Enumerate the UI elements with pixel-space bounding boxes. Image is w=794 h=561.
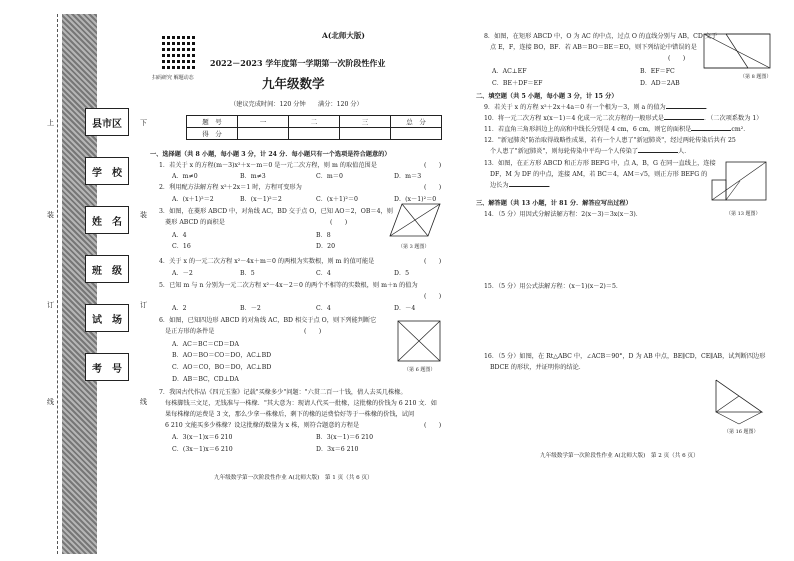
option: D．5 — [394, 270, 410, 277]
question-9: 9．若关于 x 的方程 x²＋2x＋4a＝0 有一个根为－3，则 a 的值为 ． — [484, 104, 712, 111]
answer-blank[interactable] — [638, 152, 678, 153]
question-7-cont: 果每株椽的运费是 3 文，那么少拿一株椽后，剩下的椽的运费恰好等于一株椽的价钱，试问 — [165, 411, 415, 418]
option: B．AO＝BO＝CO＝DO，AC⊥BD — [172, 352, 272, 359]
score-cell: 得 分 — [187, 128, 238, 140]
score-input[interactable] — [391, 128, 442, 140]
mark-left: 上 — [47, 119, 54, 127]
section-3-heading: 三、解答题（共 13 小题，计 81 分．解答应写出过程） — [476, 200, 632, 207]
option: A．(x＋1)²＝2 — [172, 196, 214, 203]
exam-title: 2022－2023 学年度第一学期第一次阶段性作业 — [210, 58, 386, 68]
mark-left: 线 — [47, 398, 54, 406]
figure-caption: （第 6 题图） — [404, 367, 436, 373]
answer-bracket: ( ) — [424, 258, 442, 265]
option: A．－2 — [172, 270, 193, 277]
option: A．2 — [172, 305, 187, 312]
mark-right: 下 — [140, 119, 147, 127]
score-input[interactable] — [340, 128, 391, 140]
option: B．m≠3 — [240, 173, 266, 180]
option: A．4 — [172, 232, 187, 239]
option: D．3x＝6 210 — [316, 446, 359, 453]
field-exam-number: 考 号 — [85, 353, 129, 381]
option: C．(3x－1)x＝6 210 — [172, 446, 233, 453]
question-15: 15．（5 分）用公式法解方程：(x－1)(x－2)＝5． — [484, 283, 623, 290]
edition-label: A(北师大版) — [322, 31, 365, 40]
option: C．m＝0 — [316, 173, 343, 180]
question-10: 10．将一元二次方程 x(x－1)＝4 化成一元二次方程的一般形式是 ．（二次项系数为 1） — [484, 115, 763, 122]
option: D．－4 — [394, 305, 416, 312]
question-2: 2．利用配方法解方程 x²＋2x＝1 时，方程可变形为 — [159, 184, 302, 191]
option: A．m≠0 — [172, 173, 198, 180]
answer-bracket: ( ) — [668, 55, 686, 62]
figure-q3-rhombus — [386, 200, 444, 242]
mark-left: 订 — [47, 301, 54, 309]
subject-title: 九年级数学 — [262, 76, 325, 91]
question-6-cont: 是正方形的条件是 — [165, 328, 215, 335]
figure-q13-squares — [710, 158, 770, 210]
question-3-cont: 菱形 ABCD 的面积是 — [165, 219, 225, 226]
binding-strip — [62, 14, 97, 554]
time-advice: （建议完成时间：120 分钟 满分：120 分） — [230, 101, 363, 108]
question-12-cont: 个人患了"新冠肺炎"，则每轮传染中平均一个人传染了 人． — [490, 148, 691, 155]
answer-bracket: ( ) — [424, 184, 442, 191]
footer-right: 九年级数学第一次阶段性作业 A(北师大版) 第 2 页（共 6 页） — [540, 453, 699, 459]
question-16: 16．（5 分）如图，在 Rt△ABC 中，∠ACB＝90°，D 为 AB 中点，BE∥CD，CE∥AB，试判断四边形 — [484, 353, 766, 360]
option: B．8 — [316, 232, 331, 239]
field-name: 姓 名 — [85, 206, 129, 234]
mark-right: 订 — [140, 301, 147, 309]
option: D．m＝3 — [394, 173, 422, 180]
answer-blank[interactable] — [664, 119, 704, 120]
score-table — [186, 115, 442, 140]
option: A．AC＝BC＝CD＝DA — [172, 341, 239, 348]
field-county: 县市区 — [85, 108, 129, 136]
option: B．－2 — [240, 305, 261, 312]
figure-q8-rectangle — [700, 30, 776, 76]
figure-caption: （第 13 题图） — [726, 211, 761, 217]
option: D．AD＝2AB — [640, 80, 680, 87]
question-16-cont: BDCE 的形状，并证明你的结论． — [490, 364, 585, 371]
option: C．AO＝CO，BO＝DO，AC⊥BD — [172, 364, 272, 371]
option: B．3(x－1)＝6 210 — [316, 434, 374, 441]
question-7-cont: 每株脚钱三文足，无钱准与一株椽．"其大意为：现请人代买一批椽，这批椽的价钱为 6 210 文．如 — [165, 400, 437, 407]
option: C．(x＋1)²＝0 — [316, 196, 358, 203]
question-8-cont: 点 E，F，连接 BO，BF．若 AB＝BO＝BE＝EO，则下列结论中错误的是 — [490, 44, 697, 51]
score-cell: 总 分 — [391, 116, 442, 128]
figure-q6-square — [394, 318, 444, 366]
option: B．(x－1)²＝2 — [240, 196, 282, 203]
field-exam-room: 试 场 — [85, 304, 129, 332]
answer-blank[interactable] — [691, 130, 731, 131]
answer-bracket: ( ) — [330, 219, 348, 226]
mark-left: 装 — [47, 211, 54, 219]
mark-right: 线 — [140, 398, 147, 406]
option: A．3(x－1)x＝6 210 — [172, 434, 233, 441]
section-1-heading: 一、选择题（共 8 小题，每小题 3 分，计 24 分．每小题只有一个选项是符合题意的） — [150, 151, 391, 158]
answer-bracket: ( ) — [304, 328, 322, 335]
score-input[interactable] — [238, 128, 289, 140]
figure-caption: （第 3 题图） — [398, 244, 430, 250]
option: A．AC⊥EF — [492, 68, 527, 75]
option: C．BE＋DF＝EF — [492, 80, 543, 87]
figure-caption: （第 8 题图） — [740, 74, 772, 80]
field-school: 学 校 — [85, 157, 129, 185]
question-6: 6．如图，已知四边形 ABCD 的对角线 AC，BD 相交于点 O，则下列能判断它 — [159, 317, 377, 324]
option: B．EF＝FC — [640, 68, 675, 75]
question-13-cont: 边长为 ． — [490, 182, 555, 189]
section-2-heading: 二、填空题（共 5 小题，每小题 3 分，计 15 分） — [476, 93, 618, 100]
question-4: 4．关于 x 的一元二次方程 x²－4x＋m＝0 的两根为实数根，则 m 的值可能是 — [159, 258, 375, 265]
figure-caption: （第 16 题图） — [724, 429, 759, 435]
answer-bracket: ( ) — [424, 162, 442, 169]
question-13-cont: DF，M 为 DF 的中点，连接 AM，若 BC＝4，AM＝√5，则正方形 BEFG 的 — [490, 171, 708, 178]
option: C．4 — [316, 270, 331, 277]
score-cell: 一 — [238, 116, 289, 128]
field-class: 班 级 — [85, 255, 129, 283]
question-12: 12．"新冠肺炎"防治取得战略性成果，若有一个人患了"新冠肺炎"，经过两轮传染后共有 25 — [484, 137, 736, 144]
question-7-cont: 6 210 文能买多少株椽？设这批椽的数量为 x 株，则符合题意的方程是 — [165, 422, 360, 429]
score-cell: 二 — [289, 116, 340, 128]
answer-bracket: ( ) — [424, 422, 442, 429]
question-8: 8．如图，在矩形 ABCD 中，O 为 AC 的中点，过点 O 的直线分别与 AB，CD 交于 — [484, 33, 718, 40]
question-5: 5．已知 m 与 n 分别为一元二次方程 x²－4x－2＝0 的两个不相等的实数根，则 m＋n 的值为 — [159, 282, 418, 289]
option: B．5 — [240, 270, 255, 277]
answer-bracket: ( ) — [424, 293, 442, 300]
question-14: 14．（5 分）用因式分解法解方程：2(x－3)＝3x(x－3)． — [484, 211, 642, 218]
question-7: 7．我国古代作品《四元玉鉴》记载"买椽多少"问题："六贯二百一十钱，倩人去买几株椽。 — [159, 389, 407, 396]
option: D．(x－1)²＝0 — [394, 196, 437, 203]
figure-q16-triangle — [706, 374, 768, 426]
qr-caption: 扫码研究 解题动态 — [152, 75, 194, 81]
question-11: 11．若直角三角形斜边上的高和中线长分别是 4 cm，6 cm，则它的面积是 cm²． — [484, 126, 750, 133]
option: D．AB＝BC，CD⊥DA — [172, 376, 239, 383]
question-13: 13．如图，在正方形 ABCD 和正方形 BEFG 中，点 A，B，G 在同一直线上，连接 — [484, 160, 716, 167]
option: C．4 — [316, 305, 331, 312]
score-cell: 题 号 — [187, 116, 238, 128]
option: D．20 — [316, 243, 336, 250]
footer-left: 九年级数学第一次阶段性作业 A(北师大版) 第 1 页（共 6 页） — [214, 475, 373, 481]
mark-right: 装 — [140, 211, 147, 219]
answer-blank[interactable] — [666, 108, 706, 109]
score-input[interactable] — [289, 128, 340, 140]
binding-line — [57, 14, 58, 554]
qr-code-icon — [160, 36, 196, 72]
question-3: 3．如图，在菱形 ABCD 中，对角线 AC，BD 交于点 O，已知 AO＝2，OB＝4，则 — [159, 208, 393, 215]
option: C．16 — [172, 243, 191, 250]
score-cell: 三 — [340, 116, 391, 128]
question-1: 1．若关于 x 的方程(m－3)x²＋x－m＝0 是一元二次方程，则 m 的取值范围是 — [159, 162, 377, 169]
answer-blank[interactable] — [509, 186, 549, 187]
